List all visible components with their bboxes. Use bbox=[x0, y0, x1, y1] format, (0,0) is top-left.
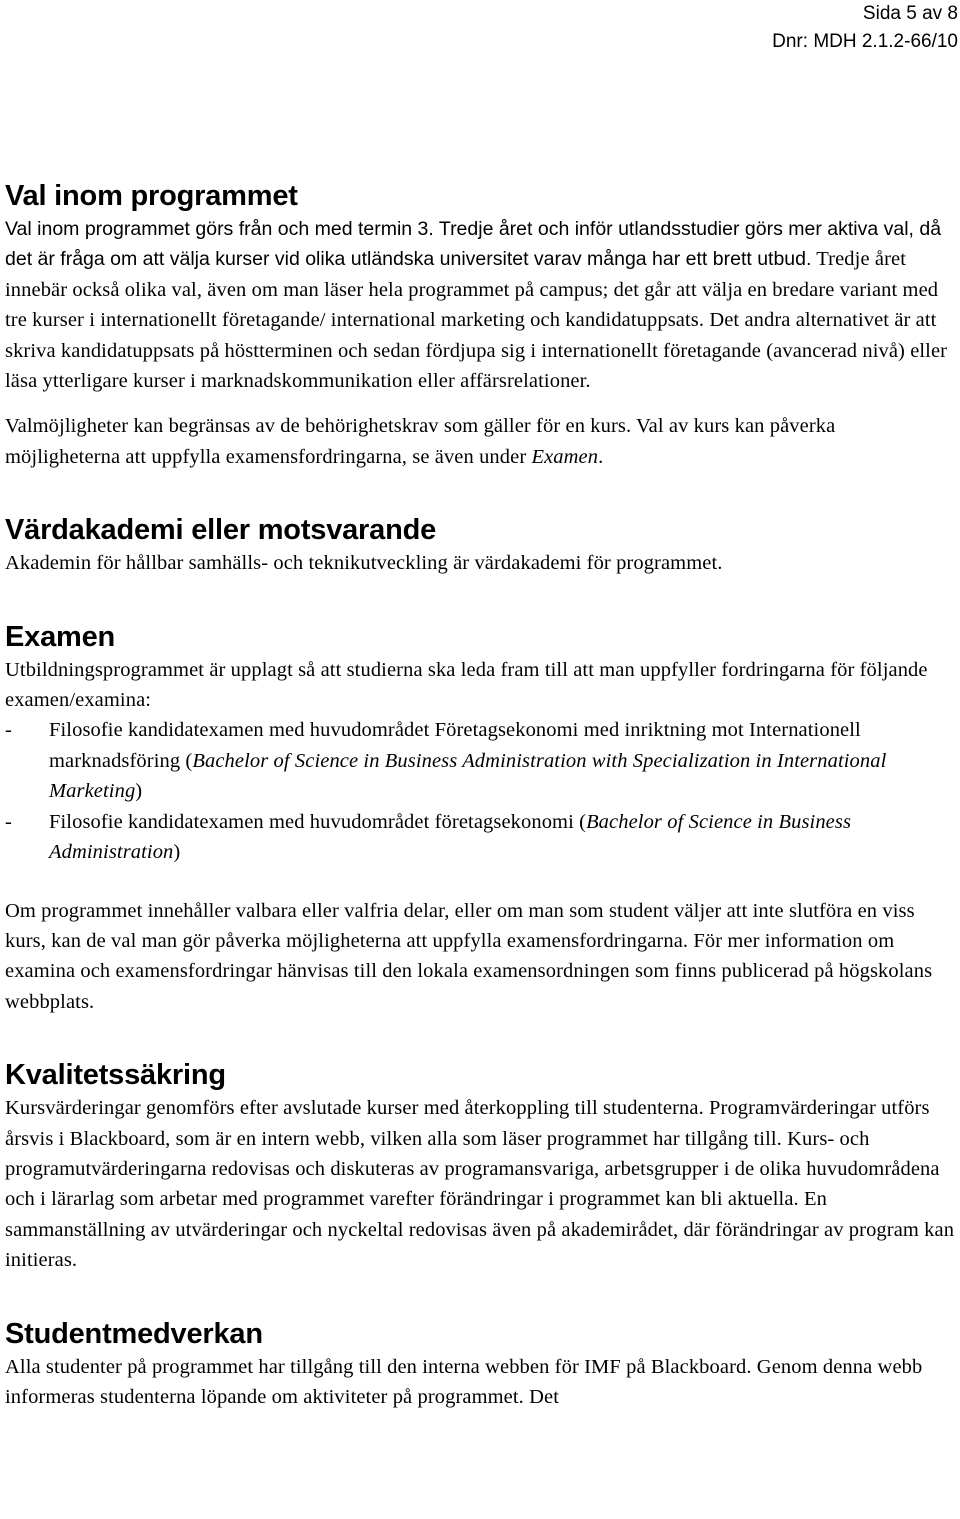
student-paragraph: Alla studenter på programmet har tillgång till den interna webben för IMF på Blackboard. Genom denna webb informeras studenterna löpande om aktiviteter på programmet. Det bbox=[5, 1355, 923, 1408]
list-item: - Filosofie kandidatexamen med huvudområdet företagsekonomi (Bachelor of Science in Business Administration) bbox=[5, 807, 955, 868]
heading-vardakademi: Värdakademi eller motsvarande bbox=[5, 514, 437, 547]
dash-marker: - bbox=[5, 719, 12, 742]
val-paragraph-2: Valmöjligheter kan begränsas av de behörighetskrav som gäller för en kurs. Val av kurs kan påverka möjligheterna att uppfylla examensfordringarna, se även under Examen. bbox=[5, 415, 836, 468]
heading-val-inom-programmet: Val inom programmet bbox=[5, 180, 298, 212]
vardakademi-paragraph: Akademin för hållbar samhälls- och teknikutveckling är värdakademi för programmet. bbox=[5, 552, 723, 575]
heading-kvalitetssakring: Kvalitetssäkring bbox=[5, 1059, 226, 1092]
examen-list bbox=[5, 715, 955, 867]
document-body bbox=[5, 178, 955, 1412]
examen-paragraph-1: Utbildningsprogrammet är upplagt så att studierna ska leda fram till att man uppfyller fordringarna för följande examen/examina: bbox=[5, 658, 928, 712]
val-paragraph-1-body: Tredje året innebär också olika val, även om man läser hela programmet på campus; det går att välja en bredare variant med tre kurser i internationellt företagande/ international marketing och kandidatuppsats. Det andra alternativet är att skriva kandidatuppsats på höstterminen och sedan fördjupa sig i internationellt företagande (avancerad nivå) eller läsa ytterligare kurser i marknadskommunikation eller affärsrelationer. bbox=[5, 248, 948, 393]
dash-marker: - bbox=[5, 810, 12, 833]
val-paragraph-1 bbox=[5, 214, 955, 396]
val-paragraph-1-intro: Val inom programmet görs från och med termin 3. Tredje året och inför utlandsstudier görs mer aktiva val, då det är fråga om att välja kurser vid olika utländska universitet varav många har ett brett utbud. bbox=[5, 218, 942, 271]
list-item: - Filosofie kandidatexamen med huvudområdet Företagsekonomi med inriktning mot Internationell marknadsföring (Bachelor of Science in Business Administration with Specialization in International Marketing) bbox=[5, 715, 955, 806]
examen-paragraph-2: Om programmet innehåller valbara eller valfria delar, eller om man som student väljer att inte slutföra en viss kurs, kan de val man gör påverka möjligheterna att uppfylla examensfordringarna. För mer information om examina och examensfordringar hänvisas till den lokala examensordningen som finns publicerad på högskolans webbplats. bbox=[5, 899, 933, 1013]
document-number: Dnr: MDH 2.1.2-66/10 bbox=[772, 31, 958, 52]
kvalitet-paragraph: Kursvärderingar genomförs efter avslutade kurser med återkoppling till studenterna. Programvärderingar utförs årsvis i Blackboard, som är en intern webb, vilken alla som läser programmet har tillgång till. Kurs- och programutvärderingarna redovisas och diskuteras av programansvariga, arbetsgrupper i de olika huvudområdena och i lärarlag som arbetar med programmet varefter förändringar i programmet kan bli aktuella. En sammanställning av utvärderingar och nyckeltal redovisas även på akademirådet, där förändringar av program kan initieras. bbox=[5, 1097, 955, 1272]
examen-reference: Examen bbox=[531, 445, 599, 468]
page-header bbox=[772, 0, 958, 56]
page-number: Sida 5 av 8 bbox=[862, 3, 958, 24]
heading-examen: Examen bbox=[5, 620, 116, 653]
heading-studentmedverkan: Studentmedverkan bbox=[5, 1317, 263, 1350]
